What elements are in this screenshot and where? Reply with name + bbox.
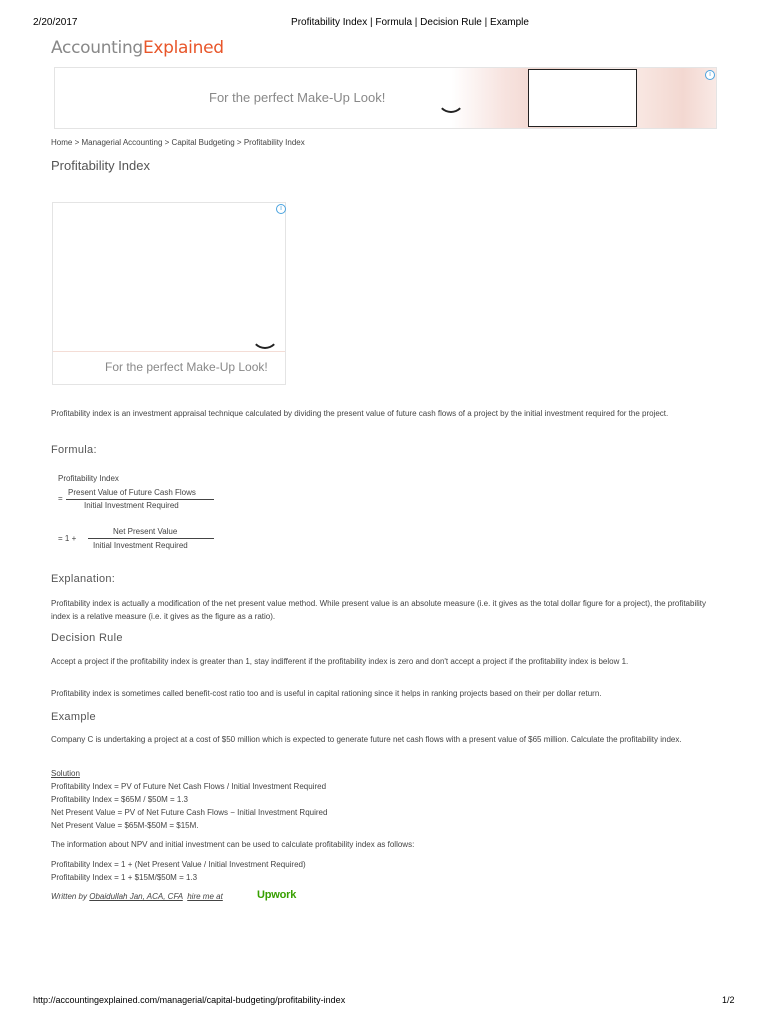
breadcrumb: Home > Managerial Accounting > Capital Budgeting > Profitability Index <box>51 138 305 147</box>
final-solution-block <box>51 858 306 884</box>
ad-divider <box>53 351 285 352</box>
formula-eq2-denominator: Initial Investment Required <box>93 541 188 550</box>
formula-eq1-prefix: = <box>58 494 63 503</box>
loading-spinner-icon <box>251 321 279 349</box>
intro-paragraph: Profitability index is an investment appraisal technique calculated by dividing the present value of future cash flows of a project by the initial investment required for the project. <box>51 409 669 418</box>
breadcrumb-home[interactable]: Home <box>51 138 73 147</box>
hire-me-link[interactable]: hire me at <box>187 892 223 901</box>
solution-line: Profitability Index = 1 + (Net Present Value / Initial Investment Required) <box>51 860 306 869</box>
solution-line: Net Present Value = PV of Net Future Cash Flows − Initial Investment Rquired <box>51 808 328 817</box>
benefit-cost-paragraph: Profitability index is sometimes called benefit-cost ratio too and is useful in capital rationing since it helps in ranking projects based on their per dollar return. <box>51 689 602 698</box>
example-heading: Example <box>51 711 96 723</box>
ad-square-text: For the perfect Make-Up Look! <box>105 360 268 374</box>
upwork-logo[interactable]: Upwork <box>257 889 297 901</box>
formula-eq1-numerator: Present Value of Future Cash Flows <box>68 488 196 497</box>
formula-eq2-numerator: Net Present Value <box>113 527 178 536</box>
loading-spinner-icon <box>437 85 465 113</box>
logo-part-explained: Explained <box>142 38 224 58</box>
fraction-bar <box>88 538 214 539</box>
author-line <box>51 892 223 901</box>
fraction-bar <box>66 499 214 500</box>
solution-line: Net Present Value = $65M-$50M = $15M. <box>51 821 199 830</box>
print-title: Profitability Index | Formula | Decision Rule | Example <box>291 17 529 28</box>
solution-block <box>51 767 327 832</box>
formula-eq2-prefix: = 1 + <box>58 534 77 543</box>
solution-line: Profitability Index = PV of Future Net Cash Flows / Initial Investment Required <box>51 782 327 791</box>
author-link[interactable]: Obaidullah Jan, ACA, CFA <box>89 892 183 901</box>
site-logo[interactable] <box>51 38 224 58</box>
formula-eq1-denominator: Initial Investment Required <box>84 501 179 510</box>
example-paragraph: Company C is undertaking a project at a cost of $50 million which is expected to generate future net cash flows with a present value of $65 million. Calculate the profitability index. <box>51 735 682 744</box>
ad-square[interactable] <box>52 202 286 385</box>
ad-banner-frame <box>528 69 637 127</box>
formula-heading: Formula: <box>51 444 97 456</box>
breadcrumb-current: Profitability Index <box>243 138 305 147</box>
breadcrumb-capital-budgeting[interactable]: Capital Budgeting <box>171 138 235 147</box>
npv-note: The information about NPV and initial investment can be used to calculate profitability index as follows: <box>51 840 415 849</box>
print-date: 2/20/2017 <box>33 17 78 28</box>
solution-line: Profitability Index = $65M / $50M = 1.3 <box>51 795 188 804</box>
solution-line: Profitability Index = 1 + $15M/$50M = 1.3 <box>51 873 198 882</box>
decision-rule-paragraph: Accept a project if the profitability index is greater than 1, stay indifferent if the profitability index is zero and don't accept a project if the profitability index is below 1. <box>51 657 629 666</box>
ad-info-icon[interactable]: i <box>705 70 715 80</box>
solution-label: Solution <box>51 769 80 778</box>
ad-info-icon[interactable]: i <box>276 204 286 214</box>
explanation-heading: Explanation: <box>51 573 116 585</box>
ad-banner[interactable] <box>54 67 717 129</box>
ad-banner-text: For the perfect Make-Up Look! <box>209 90 386 105</box>
explanation-paragraph: Profitability index is actually a modification of the net present value method. While present value is an absolute measure (i.e. it gives as the total dollar figure for a project), the profitability index is a relative measure (i.e. it gives as the figure as a ratio). <box>51 599 707 621</box>
decision-rule-heading: Decision Rule <box>51 632 123 644</box>
author-prefix: Written by <box>51 892 88 901</box>
page-title: Profitability Index <box>51 158 150 173</box>
print-url: http://accountingexplained.com/managerial/capital-budgeting/profitability-index <box>33 995 346 1005</box>
breadcrumb-managerial-accounting[interactable]: Managerial Accounting <box>81 138 163 147</box>
logo-part-accounting: Accounting <box>51 38 143 58</box>
formula-label: Profitability Index <box>58 474 119 483</box>
print-page-number: 1/2 <box>722 995 735 1005</box>
